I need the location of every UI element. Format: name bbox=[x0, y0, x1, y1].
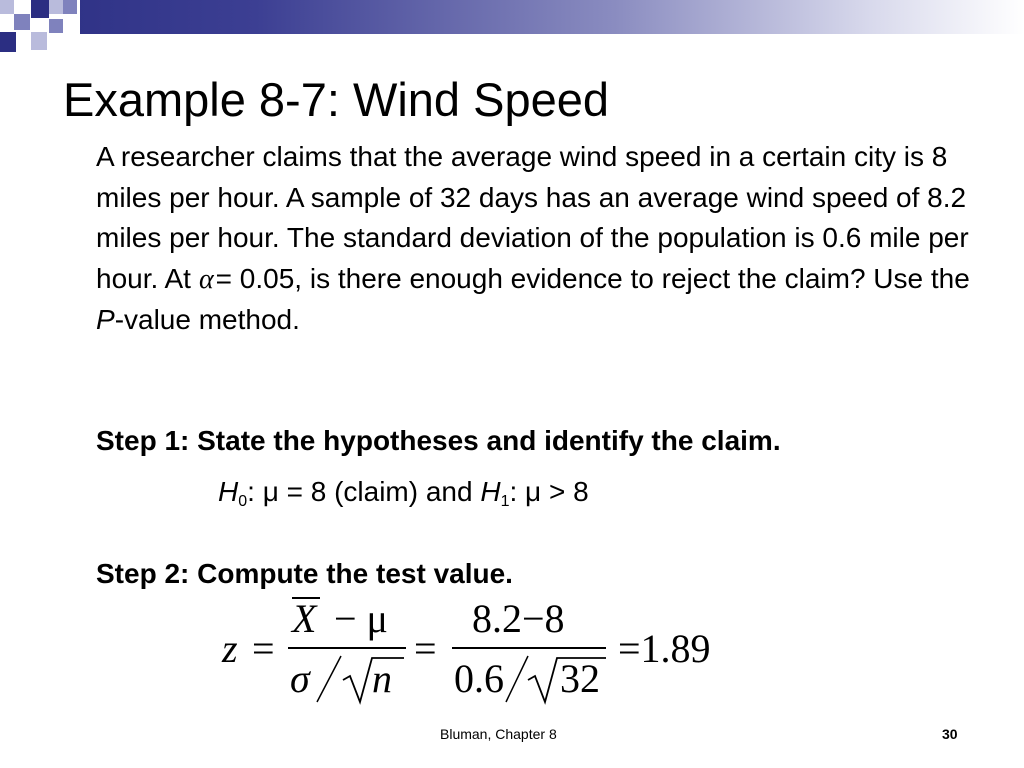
h0-text: : μ = 8 (claim) and bbox=[247, 476, 473, 507]
numerator-values: 8.2−8 bbox=[472, 596, 565, 641]
decor-square bbox=[0, 32, 16, 52]
method-text: -value method. bbox=[114, 304, 300, 335]
h1-letter: H bbox=[480, 476, 501, 507]
p-letter: P bbox=[96, 304, 115, 335]
denominator-sd: 0.6 bbox=[454, 656, 504, 701]
decor-square bbox=[49, 19, 63, 33]
sigma-symbol: σ bbox=[290, 656, 310, 701]
problem-text: A researcher claims that the average wind speed in a certain city is 8 miles per hour. A sample of 32 days has an average wind speed of 8.2 miles per hour. The standard deviation of the population is 0.6 mile per hour. At bbox=[96, 141, 969, 294]
decor-square bbox=[31, 32, 47, 50]
division-slash bbox=[506, 656, 528, 702]
h1-text: : μ > 8 bbox=[509, 476, 589, 507]
denominator-n: 32 bbox=[560, 656, 600, 701]
alpha-symbol: α bbox=[198, 263, 214, 295]
decor-square bbox=[49, 0, 63, 14]
division-slash bbox=[317, 656, 341, 702]
slide-title: Example 8-7: Wind Speed bbox=[63, 73, 610, 126]
page-number: 30 bbox=[942, 726, 958, 742]
decor-square bbox=[31, 0, 49, 18]
xbar-variable: X bbox=[292, 596, 317, 641]
decor-square bbox=[14, 14, 30, 30]
problem-statement bbox=[96, 137, 986, 341]
footer-source: Bluman, Chapter 8 bbox=[440, 726, 557, 742]
decor-square bbox=[0, 0, 14, 14]
n-variable: n bbox=[372, 656, 392, 701]
h0-subscript: 0 bbox=[238, 493, 248, 510]
z-result: =1.89 bbox=[618, 626, 711, 671]
step1-heading: Step 1: State the hypotheses and identify the claim. bbox=[96, 425, 781, 456]
step2-heading: Step 2: Compute the test value. bbox=[96, 558, 513, 589]
header-decoration-bar bbox=[0, 0, 1024, 34]
alpha-value-text: = 0.05, is there enough evidence to reject the claim? Use the bbox=[215, 262, 970, 294]
h1-subscript: 1 bbox=[500, 493, 510, 510]
h0-letter: H bbox=[218, 476, 239, 507]
decor-square bbox=[63, 0, 77, 14]
z-variable: z bbox=[222, 626, 238, 671]
minus-mu: − μ bbox=[334, 596, 389, 641]
hypotheses bbox=[218, 474, 589, 510]
equals-sign: = bbox=[252, 626, 275, 671]
z-formula bbox=[210, 592, 750, 712]
equals-sign: = bbox=[414, 626, 437, 671]
